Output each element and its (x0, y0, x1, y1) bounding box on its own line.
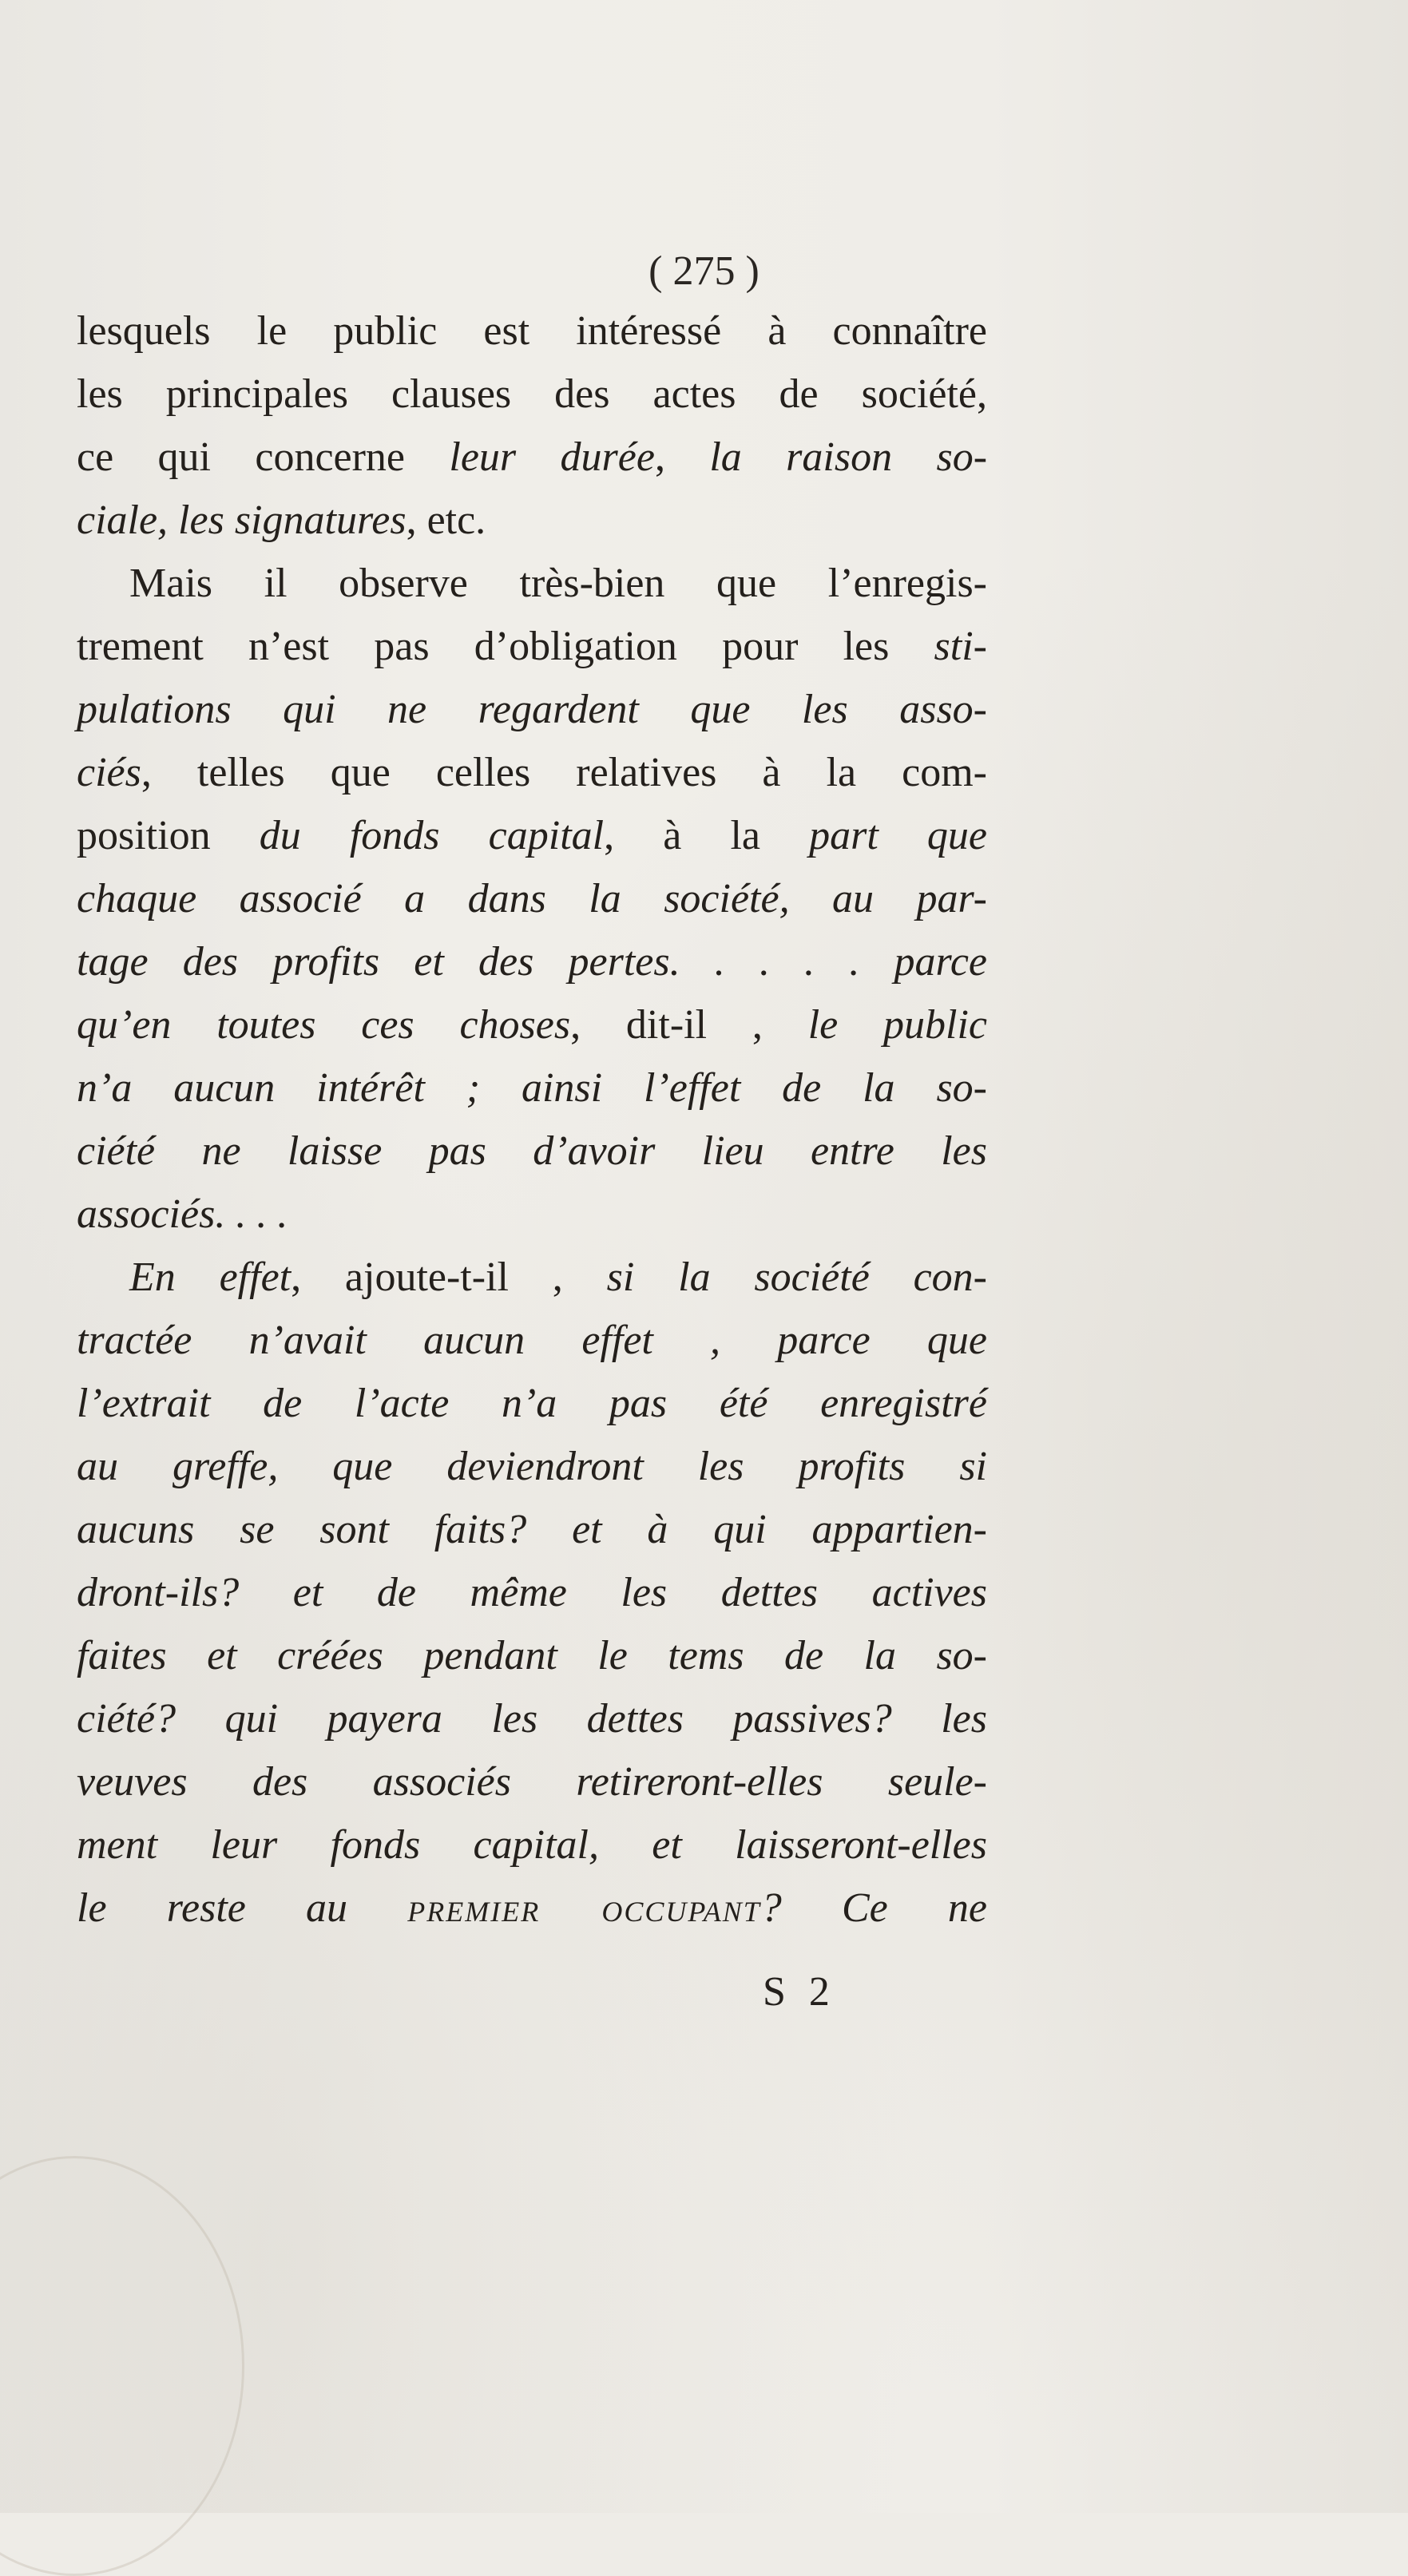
text-line (77, 363, 987, 426)
text-line (77, 1813, 987, 1877)
roman-phrase: les principales clauses des actes de société, (77, 371, 987, 417)
italic-phrase: ment leur fonds capital, et laisseront-elles (77, 1822, 987, 1868)
text-line (77, 867, 987, 930)
italic-phrase: le reste au (77, 1885, 408, 1931)
text-line (77, 1561, 987, 1624)
paper-stain (0, 2156, 244, 2576)
italic-phrase: du fonds capital (259, 813, 605, 858)
italic-phrase: dront-ils? et de même les dettes actives (77, 1570, 987, 1615)
text-line (77, 1309, 987, 1372)
roman-phrase: Mais il observe très-bien que l’enregis- (129, 561, 987, 606)
text-line (77, 1120, 987, 1183)
text-line (77, 1056, 987, 1120)
italic-phrase: tage des profits et des pertes. . . . . parce (77, 939, 987, 985)
small-caps-phrase: premier occupant (407, 1885, 761, 1931)
text-line (77, 741, 987, 804)
roman-phrase: ce qui concerne (77, 434, 450, 480)
text-line (77, 1687, 987, 1750)
italic-phrase: qu’en toutes ces choses (77, 1002, 571, 1048)
italic-phrase: l’extrait de l’acte n’a pas été enregistré (77, 1381, 987, 1426)
text-line (77, 930, 987, 993)
italic-phrase: ciés (77, 750, 141, 795)
text-line (77, 1183, 987, 1246)
page-number: ( 275 ) (648, 248, 760, 294)
italic-phrase: pulations qui ne regardent que les asso- (77, 687, 987, 732)
roman-phrase: , à la (604, 813, 810, 858)
body-text (77, 299, 987, 1940)
italic-phrase: faites et créées pendant le tems de la so- (77, 1633, 987, 1678)
text-line (77, 1372, 987, 1435)
text-line (77, 426, 987, 489)
text-line (77, 678, 987, 741)
roman-phrase: trement n’est pas d’obligation pour les (77, 624, 934, 669)
text-line (77, 993, 987, 1056)
italic-phrase: chaque associé a dans la société, au par- (77, 876, 987, 921)
italic-phrase: ciété ne laisse pas d’avoir lieu entre les (77, 1128, 987, 1174)
italic-phrase: leur durée (449, 434, 655, 480)
text-line (77, 615, 987, 678)
text-line (77, 489, 987, 552)
roman-phrase: , etc. (406, 497, 486, 543)
roman-phrase: , ajoute-t-il , (291, 1254, 607, 1300)
italic-phrase: le public (807, 1002, 988, 1048)
italic-phrase: En effet (129, 1254, 292, 1300)
roman-phrase: , dit-il , (570, 1002, 808, 1048)
italic-phrase: associés. . . . (77, 1191, 288, 1237)
roman-phrase: position (77, 813, 260, 858)
text-line (77, 552, 987, 615)
printer-signature-mark: S 2 (763, 1969, 836, 2015)
italic-phrase: si la société con- (606, 1254, 987, 1300)
text-line (77, 299, 987, 363)
italic-phrase: ? Ce ne (760, 1885, 987, 1931)
italic-phrase: ciété? qui payera les dettes passives? les (77, 1696, 987, 1742)
text-line (77, 804, 987, 867)
italic-phrase: au greffe, que deviendront les profits si (77, 1444, 987, 1489)
roman-phrase: , telles que celles relatives à la com- (141, 750, 987, 795)
text-line (77, 1498, 987, 1561)
italic-phrase: la raison so- (709, 434, 988, 480)
text-line (77, 1877, 987, 1940)
roman-phrase: , (654, 434, 710, 480)
italic-phrase: veuves des associés retireront-elles seule- (77, 1759, 987, 1805)
text-line (77, 1246, 987, 1309)
italic-phrase: n’a aucun intérêt ; ainsi l’effet de la so- (77, 1065, 987, 1111)
italic-phrase: aucuns se sont faits? et à qui appartien- (77, 1507, 987, 1552)
italic-phrase: tractée n’avait aucun effet , parce que (77, 1318, 987, 1363)
italic-phrase: sti- (934, 624, 987, 669)
text-line (77, 1435, 987, 1498)
text-line (77, 1624, 987, 1687)
roman-phrase: lesquels le public est intéressé à connaître (77, 308, 987, 354)
text-line (77, 1750, 987, 1813)
italic-phrase: part que (809, 813, 988, 858)
italic-phrase: ciale, les signatures (77, 497, 407, 543)
